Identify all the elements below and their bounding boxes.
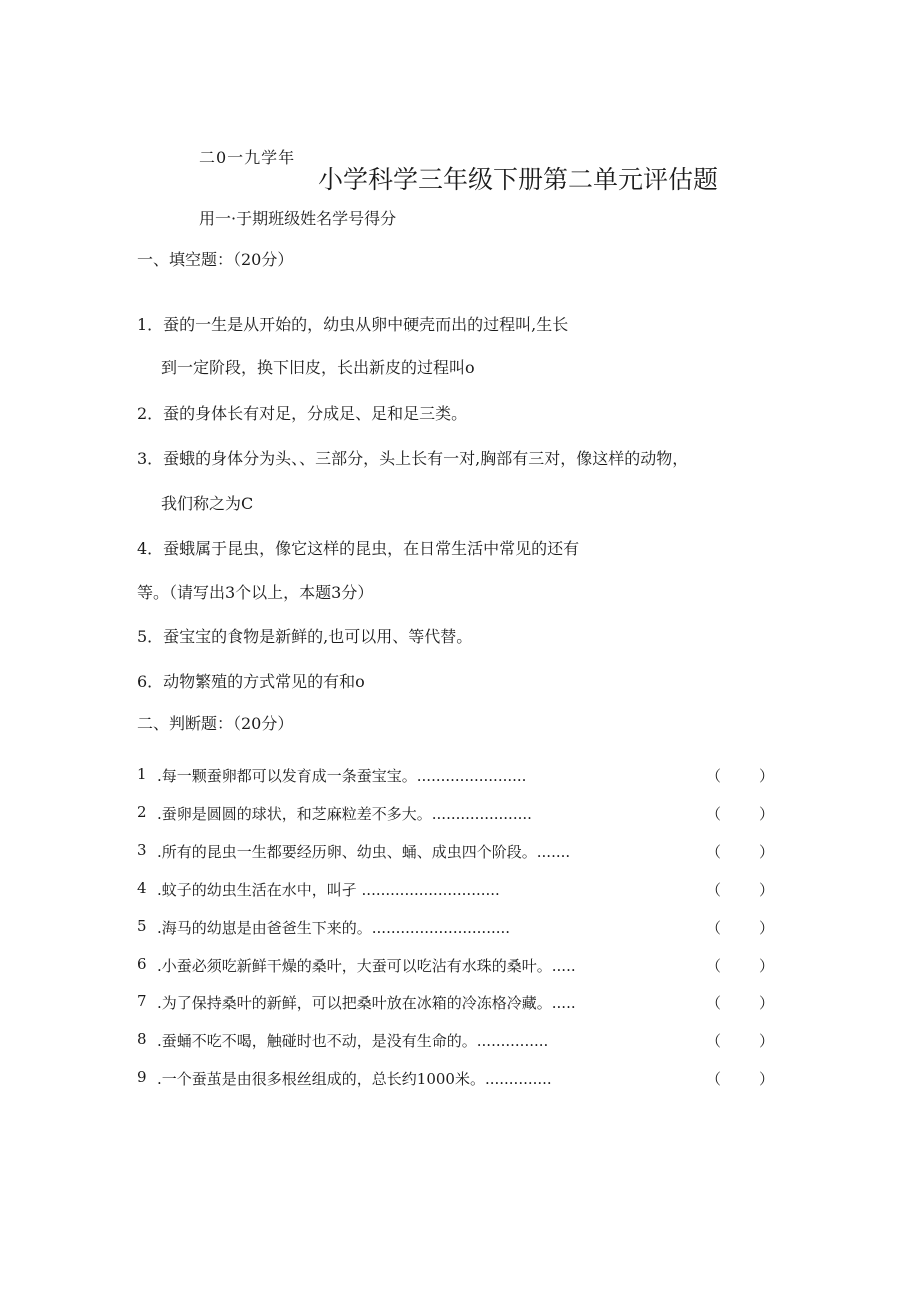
judge-item-number: 7 bbox=[137, 992, 147, 1010]
judge-item-number: 6 bbox=[137, 955, 147, 973]
fill-question-6: 6．动物繁殖的方式常见的有和o bbox=[137, 672, 365, 691]
fill-question-1-line-2: 到一定阶段，换下旧皮，长出新皮的过程叫o bbox=[161, 358, 475, 377]
answer-paren-close: ） bbox=[759, 1032, 775, 1050]
fill-question-1-line-1: 1．蚕的一生是从开始的，幼虫从卵中硬壳而出的过程叫,生长 bbox=[137, 315, 569, 334]
answer-paren-close: ） bbox=[759, 843, 775, 861]
fill-question-4-line-1: 4．蚕蛾属于昆虫，像它这样的昆虫，在日常生活中常见的还有 bbox=[137, 539, 580, 558]
judge-item-text: .一个蚕茧是由很多根丝组成的，总长约1000米。.............. bbox=[157, 1070, 552, 1088]
fill-question-2: 2．蚕的身体长有对足，分成足、足和足三类。 bbox=[137, 404, 468, 423]
judge-item-number: 5 bbox=[137, 917, 147, 935]
answer-paren-open[interactable]: （ bbox=[706, 1032, 722, 1050]
judge-item-number: 2 bbox=[137, 803, 147, 821]
judge-item-text: .所有的昆虫一生都要经历卵、幼虫、蛹、成虫四个阶段。....... bbox=[157, 843, 571, 861]
judge-item-text: .蚊子的幼虫生活在水中，叫孑 ............................. bbox=[157, 881, 500, 899]
judge-item-text: .为了保持桑叶的新鲜，可以把桑叶放在冰箱的冷冻格冷藏。..... bbox=[157, 994, 576, 1012]
judge-item-text: .蚕卵是圆圆的球状，和芝麻粒差不多大。..................... bbox=[157, 805, 532, 823]
answer-paren-open[interactable]: （ bbox=[706, 919, 722, 937]
judge-item-3 bbox=[137, 841, 777, 863]
judge-item-number: 3 bbox=[137, 841, 147, 859]
fill-question-3-line-1: 3．蚕蛾的身体分为头、、三部分，头上长有一对,胸部有三对，像这样的动物， bbox=[137, 449, 689, 468]
judge-item-text: .每一颗蚕卵都可以发育成一条蚕宝宝。....................... bbox=[157, 767, 527, 785]
answer-paren-close: ） bbox=[759, 1070, 775, 1088]
section-fill-in-heading: 一、填空题：（20分） bbox=[137, 250, 294, 269]
judge-item-9 bbox=[137, 1068, 777, 1090]
judge-item-1 bbox=[137, 765, 777, 787]
judge-item-number: 9 bbox=[137, 1068, 147, 1086]
school-year: 二0一九学年 bbox=[199, 148, 296, 167]
fill-question-4-line-2: 等。（请写出3个以上，本题3分） bbox=[137, 583, 374, 602]
answer-paren-open[interactable]: （ bbox=[706, 881, 722, 899]
section-true-false-heading: 二、判断题：（20分） bbox=[137, 714, 294, 733]
answer-paren-open[interactable]: （ bbox=[706, 805, 722, 823]
fill-question-5: 5．蚕宝宝的食物是新鲜的,也可以用、等代替。 bbox=[137, 627, 473, 646]
judge-item-6 bbox=[137, 955, 777, 977]
answer-paren-close: ） bbox=[759, 767, 775, 785]
answer-paren-open[interactable]: （ bbox=[706, 843, 722, 861]
judge-item-8 bbox=[137, 1030, 777, 1052]
fill-question-3-line-2: 我们称之为C bbox=[161, 494, 254, 513]
answer-paren-open[interactable]: （ bbox=[706, 957, 722, 975]
answer-paren-close: ） bbox=[759, 994, 775, 1012]
judge-item-7 bbox=[137, 992, 777, 1014]
judge-item-number: 4 bbox=[137, 879, 147, 897]
answer-paren-close: ） bbox=[759, 919, 775, 937]
answer-paren-close: ） bbox=[759, 881, 775, 899]
judge-item-2 bbox=[137, 803, 777, 825]
judge-item-4 bbox=[137, 879, 777, 901]
answer-paren-open[interactable]: （ bbox=[706, 1070, 722, 1088]
student-info-line: 用一·于期班级姓名学号得分 bbox=[199, 209, 397, 228]
answer-paren-close: ） bbox=[759, 957, 775, 975]
judge-item-5 bbox=[137, 917, 777, 939]
answer-paren-open[interactable]: （ bbox=[706, 994, 722, 1012]
judge-item-text: .小蚕必须吃新鲜干燥的桑叶，大蚕可以吃沾有水珠的桑叶。..... bbox=[157, 957, 576, 975]
page-title: 小学科学三年级下册第二单元评估题 bbox=[318, 165, 719, 194]
answer-paren-close: ） bbox=[759, 805, 775, 823]
judge-item-number: 8 bbox=[137, 1030, 147, 1048]
answer-paren-open[interactable]: （ bbox=[706, 767, 722, 785]
judge-item-number: 1 bbox=[137, 765, 147, 783]
judge-item-text: .海马的幼崽是由爸爸生下来的。............................. bbox=[157, 919, 511, 937]
judge-item-text: .蚕蛹不吃不喝，触碰时也不动，是没有生命的。............... bbox=[157, 1032, 549, 1050]
